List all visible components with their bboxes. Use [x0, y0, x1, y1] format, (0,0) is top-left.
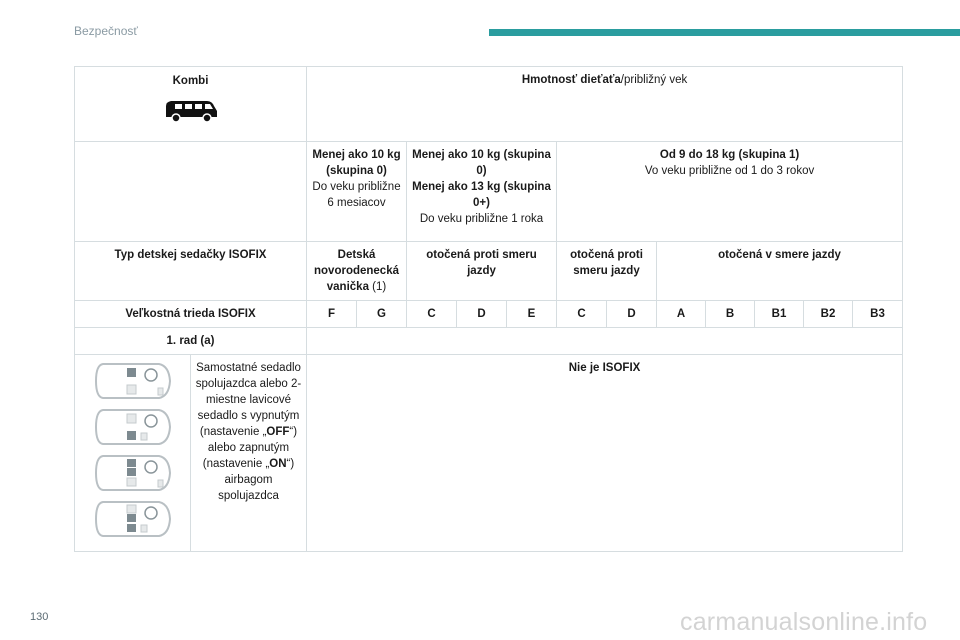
size-class-cell: G: [357, 301, 407, 328]
group-line: Od 9 do 18 kg (skupina 1): [659, 149, 800, 161]
isofix-table: [74, 66, 903, 552]
group-line: Menej ako 10 kg (skupina 0): [412, 149, 551, 177]
weight-header-cell: [307, 67, 903, 142]
seat-layout-icon: [93, 406, 173, 448]
group-line: Menej ako 13 kg (skupina 0+): [412, 181, 551, 209]
seat-diagram-cell: [75, 355, 191, 552]
group-line: (skupina 0): [326, 165, 387, 177]
group-cell: [557, 142, 903, 242]
table-row: [75, 355, 903, 552]
airbag-on-label: ON: [269, 458, 287, 470]
seat-description-cell: [191, 355, 307, 552]
header-accent-bar: [489, 29, 960, 36]
size-class-cell: D: [457, 301, 507, 328]
row-label: 1. rad (a): [75, 328, 307, 355]
seat-desc-text: “) airbagom spolujazdca: [218, 458, 295, 502]
page-number: 130: [30, 611, 49, 623]
size-class-cell: B3: [853, 301, 903, 328]
seat-type-label: Typ detskej sedačky ISOFIX: [75, 242, 307, 301]
group-age: Do veku približne 1 roka: [419, 213, 544, 225]
vehicle-label: Kombi: [172, 75, 209, 87]
group-cell: [307, 142, 407, 242]
size-class-cell: B1: [755, 301, 804, 328]
size-class-cell: F: [307, 301, 357, 328]
size-class-cell: C: [407, 301, 457, 328]
section-title: Bezpečnosť: [74, 24, 138, 38]
size-class-cell: B2: [804, 301, 853, 328]
isofix-result-cell: Nie je ISOFIX: [307, 355, 903, 552]
carrycot-note: (1): [372, 281, 387, 293]
size-class-cell: A: [657, 301, 706, 328]
empty-cell: [307, 328, 903, 355]
size-class-cell: E: [507, 301, 557, 328]
size-class-cell: D: [607, 301, 657, 328]
size-class-cell: B: [706, 301, 755, 328]
forward-facing-cell: otočená v smere jazdy: [657, 242, 903, 301]
rear-facing-cell: otočená proti smeru jazdy: [407, 242, 557, 301]
group-cell: [407, 142, 557, 242]
weight-header-rest: /približný vek: [620, 74, 688, 86]
table-row: [75, 301, 903, 328]
table-row: [75, 242, 903, 301]
weight-header-bold: Hmotnosť dieťaťa: [521, 74, 621, 86]
empty-cell: [75, 142, 307, 242]
seat-layout-icon: [93, 360, 173, 402]
seat-desc-text: Samostatné sedadlo spolujazdca alebo 2-miestne lavicové sedadlo s vypnutým (nastavenie „: [195, 362, 302, 438]
vehicle-header-cell: [75, 67, 307, 142]
seat-layout-icon: [93, 498, 173, 540]
van-side-icon: [163, 97, 219, 125]
rear-facing-cell: otočená proti smeru jazdy: [557, 242, 657, 301]
seat-desc-text: “) alebo zapnutým (nastavenie „: [202, 426, 298, 470]
size-class-label: Veľkostná trieda ISOFIX: [75, 301, 307, 328]
group-line: Menej ako 10 kg: [312, 149, 401, 161]
size-class-cell: C: [557, 301, 607, 328]
group-age: Vo veku približne od 1 do 3 rokov: [644, 165, 815, 177]
table-row: [75, 142, 903, 242]
carrycot-cell: [307, 242, 407, 301]
watermark: carmanualsonline.info: [680, 608, 928, 636]
table-row: [75, 67, 903, 142]
group-age: Do veku približne 6 mesiacov: [312, 181, 401, 209]
table-row: [75, 328, 903, 355]
carrycot-label: Detská novorodenecká vanička: [314, 249, 399, 293]
airbag-off-label: OFF: [266, 426, 290, 438]
seat-layout-icon: [93, 452, 173, 494]
